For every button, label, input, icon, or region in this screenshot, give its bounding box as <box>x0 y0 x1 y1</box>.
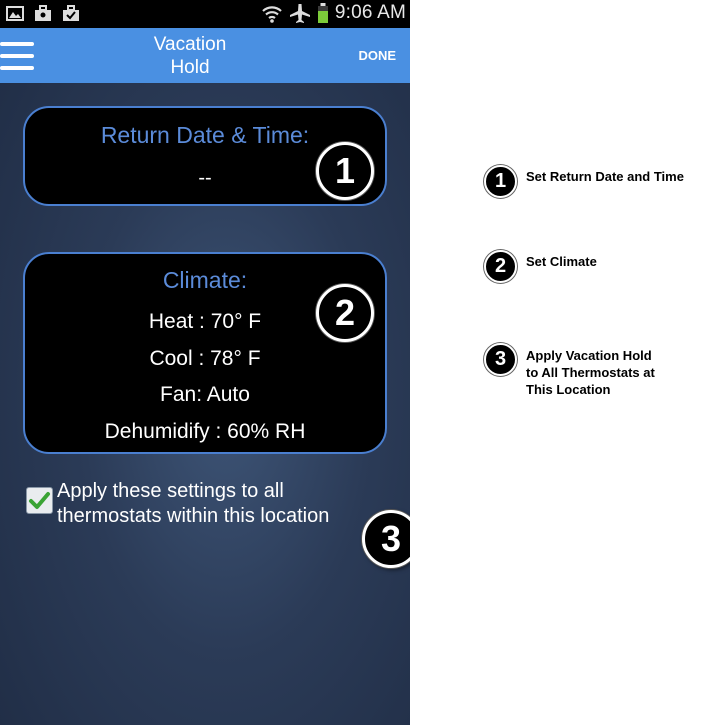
system-icons <box>261 2 406 24</box>
airplane-mode-icon <box>289 2 311 24</box>
clock: 9:06 AM <box>334 2 406 23</box>
briefcase-check-icon <box>62 5 80 22</box>
return-date-time-title: Return Date & Time: <box>100 122 310 148</box>
climate-title: Climate: <box>162 267 248 293</box>
legend-3-line2: to All Thermostats at <box>526 365 655 380</box>
legend-1-line: Set Return Date and Time <box>526 169 684 184</box>
climate-card[interactable] <box>23 252 387 454</box>
apply-all-label-line1: Apply these settings to all <box>57 480 284 502</box>
wifi-icon <box>261 2 283 24</box>
dehumidify-setting: Dehumidify : 60% RH <box>104 419 306 443</box>
heat-setpoint: Heat : 70° F <box>148 310 262 333</box>
battery-icon <box>317 2 329 24</box>
briefcase-icon <box>34 5 52 22</box>
legend-3-line1: Apply Vacation Hold <box>526 348 652 363</box>
callout-1-badge: 1 <box>316 142 374 200</box>
return-date-time-value: -- <box>198 167 212 189</box>
done-button[interactable]: DONE <box>358 48 396 63</box>
legend-3-badge: 3 <box>484 343 517 376</box>
legend-2-line: Set Climate <box>526 254 597 269</box>
legend-3-line3: This Location <box>526 382 611 397</box>
action-bar <box>0 28 410 83</box>
legend-3-text <box>526 347 655 398</box>
page-title-line1: Vacation <box>153 34 227 55</box>
legend-1-badge: 1 <box>484 165 517 198</box>
notification-icons <box>6 5 80 22</box>
callout-2-badge: 2 <box>316 284 374 342</box>
legend-1-text <box>526 168 684 185</box>
cool-setpoint: Cool : 78° F <box>149 346 261 370</box>
status-bar <box>0 0 410 28</box>
apply-all-label-line2: thermostats within this location <box>57 505 330 527</box>
gallery-icon <box>6 5 24 22</box>
legend-2-text <box>526 253 597 270</box>
callout-3-badge: 3 <box>362 510 410 568</box>
apply-all-label <box>57 479 387 529</box>
menu-icon[interactable] <box>0 42 34 70</box>
fan-mode: Fan: Auto <box>160 383 250 406</box>
page-title <box>140 33 240 79</box>
check-icon <box>27 488 52 513</box>
apply-all-checkbox[interactable] <box>26 487 53 514</box>
legend-2-badge: 2 <box>484 250 517 283</box>
page-title-line2: Hold <box>170 57 210 78</box>
